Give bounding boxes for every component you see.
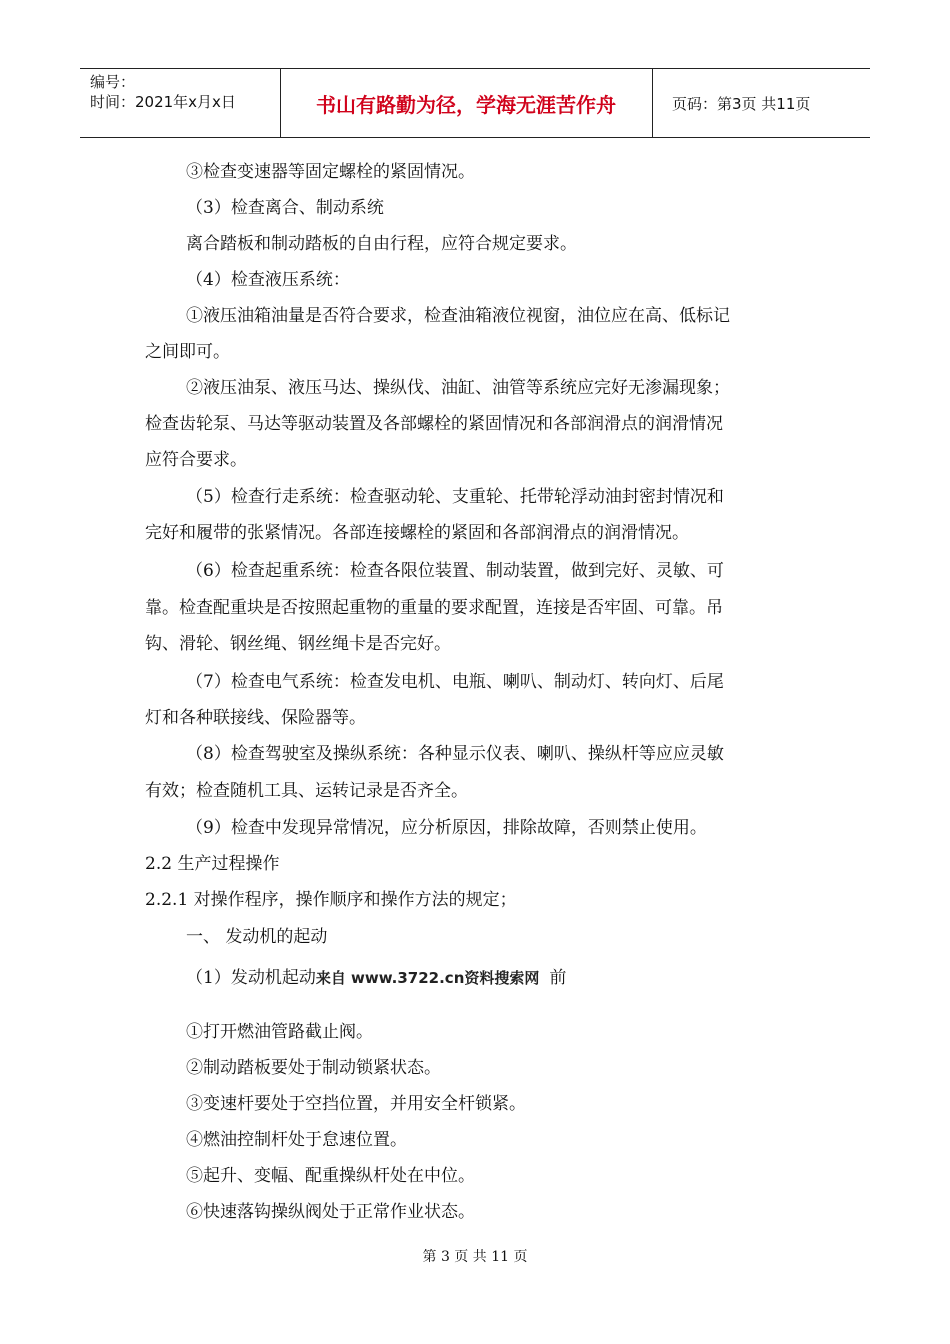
paragraph-line: （9）检查中发现异常情况，应分析原因，排除故障，否则禁止使用。 bbox=[186, 818, 707, 838]
paragraph-line bbox=[186, 966, 566, 990]
paragraph-line: （8）检查驾驶室及操纵系统：各种显示仪表、喇叭、操纵杆等应应灵敏 bbox=[186, 744, 724, 764]
section-heading: 2.2.1 对操作程序，操作顺序和操作方法的规定； bbox=[145, 890, 517, 910]
paragraph-line: 靠。检查配重块是否按照起重物的重量的要求配置，连接是否牢固、可靠。吊 bbox=[145, 598, 723, 618]
document-number-label: 编号： bbox=[90, 73, 136, 91]
list-item: ⑥快速落钩操纵阀处于正常作业状态。 bbox=[186, 1202, 475, 1222]
paragraph-line: 有效；检查随机工具、运转记录是否齐全。 bbox=[145, 781, 468, 801]
list-item: ①打开燃油管路截止阀。 bbox=[186, 1022, 373, 1042]
paragraph-line: 灯和各种联接线、保险器等。 bbox=[145, 708, 366, 728]
page-info-text: 页码：第3页 共11页 bbox=[672, 94, 811, 113]
paragraph-line: 完好和履带的张紧情况。各部连接螺栓的紧固和各部润滑点的润滑情况。 bbox=[145, 523, 689, 543]
header-meta bbox=[80, 69, 280, 137]
section-heading: （4）检查液压系统： bbox=[186, 270, 350, 290]
paragraph-line: 离合踏板和制动踏板的自由行程，应符合规定要求。 bbox=[186, 234, 577, 254]
paragraph-text: （1）发动机起动 bbox=[186, 968, 316, 988]
list-item: ④燃油控制杆处于怠速位置。 bbox=[186, 1130, 407, 1150]
section-heading: 一、 发动机的起动 bbox=[186, 927, 328, 947]
section-heading: 2.2 生产过程操作 bbox=[145, 854, 280, 874]
paragraph-line: ①液压油箱油量是否符合要求，检查油箱液位视窗，油位应在高、低标记 bbox=[186, 306, 730, 326]
list-item: ②制动踏板要处于制动锁紧状态。 bbox=[186, 1058, 441, 1078]
paragraph-line: ③检查变速器等固定螺栓的紧固情况。 bbox=[186, 162, 475, 182]
header-page-info bbox=[660, 69, 870, 137]
paragraph-line: 检查齿轮泵、马达等驱动装置及各部螺栓的紧固情况和各部润滑点的润滑情况 bbox=[145, 414, 723, 434]
page-header bbox=[80, 68, 870, 138]
list-item: ③变速杆要处于空挡位置，并用安全杆锁紧。 bbox=[186, 1094, 526, 1114]
paragraph-line: （6）检查起重系统：检查各限位装置、制动装置，做到完好、灵敏、可 bbox=[186, 561, 724, 581]
paragraph-line: ②液压油泵、液压马达、操纵伐、油缸、油管等系统应完好无渗漏现象； bbox=[186, 378, 730, 398]
paragraph-line: 应符合要求。 bbox=[145, 450, 247, 470]
header-motto: 书山有路勤为径，学海无涯苦作舟 bbox=[316, 92, 616, 117]
header-divider bbox=[652, 69, 653, 137]
document-date-label: 时间：2021年x月x日 bbox=[90, 93, 236, 111]
watermark-text: 来自 www.3722.cn资料搜索网 bbox=[315, 969, 540, 987]
paragraph-line: （7）检查电气系统：检查发电机、电瓶、喇叭、制动灯、转向灯、后尾 bbox=[186, 672, 724, 692]
page-footer: 第 3 页 共 11 页 bbox=[422, 1249, 528, 1265]
paragraph-text: 前 bbox=[549, 968, 567, 988]
paragraph-line: 之间即可。 bbox=[145, 342, 230, 362]
paragraph-line: 钩、滑轮、钢丝绳、钢丝绳卡是否完好。 bbox=[145, 634, 451, 654]
section-heading: （3）检查离合、制动系统 bbox=[186, 198, 384, 218]
list-item: ⑤起升、变幅、配重操纵杆处在中位。 bbox=[186, 1166, 475, 1186]
paragraph-line: （5）检查行走系统：检查驱动轮、支重轮、托带轮浮动油封密封情况和 bbox=[186, 487, 724, 507]
